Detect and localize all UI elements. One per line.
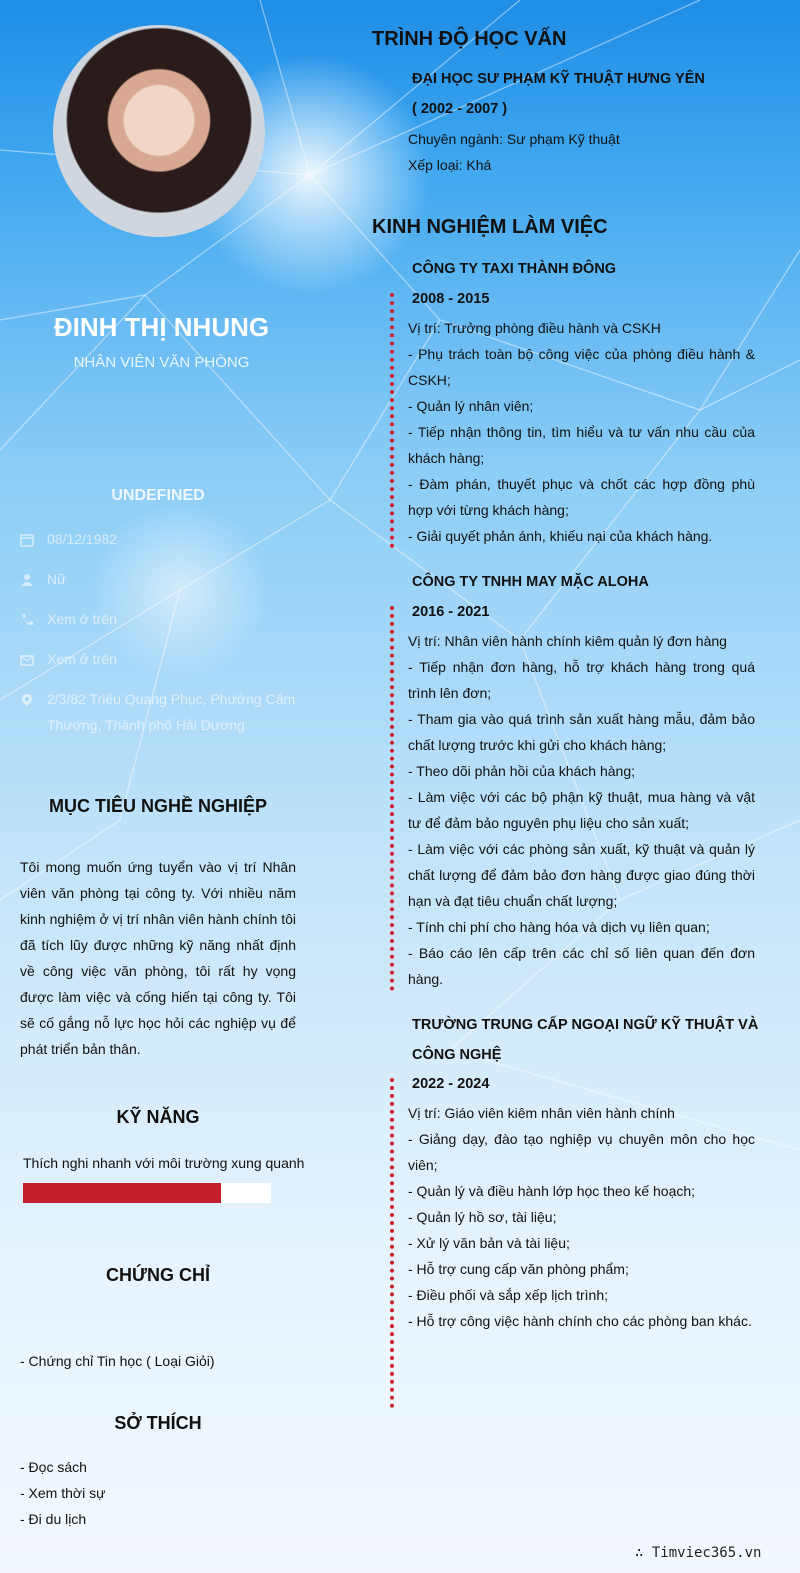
email-icon [20,653,34,667]
birthday-row [20,531,300,551]
avatar [53,25,265,237]
candidate-position: NHÂN VIÊN VĂN PHÒNG [73,354,250,371]
job-line: - Theo dõi phản hồi của khách hàng; [408,763,636,779]
job-line: - Quản lý và điều hành lớp học theo kế hoạch; [408,1183,696,1199]
job-years: 2016 - 2021 [412,604,490,620]
skills-title: KỸ NĂNG [116,1107,200,1127]
phone-row [20,611,300,631]
phone-icon [20,613,34,627]
timeline-dots [390,293,400,548]
skill-label: Thích nghi nhanh với môi trường xung quanh [23,1155,305,1171]
job-line: Vị trí: Nhân viên hành chính kiêm quản lý đơn hàng [408,633,727,649]
watermark: ∴ Timviec365.vn [635,1545,762,1561]
objective-title: MỤC TIÊU NGHỀ NGHIỆP [48,796,267,816]
timeline-dots [390,606,400,991]
job-line: - Tiếp nhận đơn hàng, hỗ trợ khách hàng trong quá trình lên đơn; [408,659,755,701]
job-line: - Quản lý hồ sơ, tài liệu; [408,1209,557,1225]
hobby-item: - Xem thời sự [20,1485,106,1501]
job-description [408,628,755,992]
certificates-title: CHỨNG CHỈ [106,1265,210,1285]
hobby-item: - Đọc sách [20,1459,87,1475]
person-icon [20,573,34,587]
job-line: - Tính chi phí cho hàng hóa và dịch vụ liên quan; [408,919,710,935]
job-line: - Giảng dạy, đào tạo nghiệp vụ chuyên môn cho học viên; [408,1131,755,1173]
job-line: - Quản lý nhân viên; [408,398,534,414]
job-years: 2008 - 2015 [412,291,490,307]
skill-bar-fill [23,1183,221,1203]
job-line: - Tham gia vào quá trình sản xuất hàng mẫu, đảm bảo chất lượng trước khi gửi cho khách hàng; [408,711,755,753]
job-line: - Giải quyết phản ánh, khiếu nại của khách hàng. [408,528,713,544]
gender-value: Nữ [47,571,67,587]
education-rank: Xếp loại: Khá [408,157,492,173]
job-company: CÔNG TY TNHH MAY MẶC ALOHA [412,574,649,590]
job-line: - Đàm phán, thuyết phục và chốt các hợp đồng phù hợp với từng khách hàng; [408,476,755,518]
objective-text: Tôi mong muốn ứng tuyển vào vị trí Nhân viên văn phòng tại công ty. Với nhiều năm kinh nghiệm ở vị trí nhân viên hành chính tôi đã tích lũy được những kỹ năng nhất định về công việc văn phòng, tôi rất hy vọng được làm việc và cống hiến tại công ty. Tôi sẽ cố gắng nỗ lực học hỏi các nghiệp vụ để phát triển bản thân. [20,859,296,1057]
job-line: Vị trí: Trưởng phòng điều hành và CSKH [408,320,661,336]
email-value: Xem ở trên [47,651,117,667]
job-company: CÔNG TY TAXI THÀNH ĐÔNG [412,261,617,277]
job-line: - Điều phối và sắp xếp lịch trình; [408,1287,608,1303]
address-row [20,691,300,743]
job-line: - Báo cáo lên cấp trên các chỉ số liên quan đến đơn hàng. [408,945,755,987]
email-row [20,651,300,671]
calendar-icon [20,533,34,547]
undefined-label: UNDEFINED [111,487,205,504]
job-line: Vị trí: Giáo viên kiêm nhân viên hành chính [408,1105,675,1121]
job-line: - Tiếp nhận thông tin, tìm hiểu và tư vấn nhu cầu của khách hàng; [408,424,755,466]
address-value: 2/3/82 Triệu Quang Phục, Phường Cẩm Thượng, Thành phố Hải Dương [47,691,296,733]
job-line: - Hỗ trợ công việc hành chính cho các phòng ban khác. [408,1313,752,1329]
education-years: ( 2002 - 2007 ) [412,101,508,117]
job-line: - Xử lý văn bản và tài liệu; [408,1235,570,1251]
certificate-item: - Chứng chỉ Tin học ( Loại Giỏi) [20,1353,215,1369]
candidate-name: ĐINH THỊ NHUNG [53,312,270,342]
job-description [408,1100,755,1334]
timeline-dots [390,1078,400,1408]
job-line: - Làm việc với các phòng sản xuất, kỹ thuật và quản lý chất lượng để đảm bảo đơn hàng được giao đúng thời hạn và đạt tiêu chuẩn chất lượng; [408,841,755,909]
education-school: ĐẠI HỌC SƯ PHẠM KỸ THUẬT HƯNG YÊN [412,71,705,87]
gender-row [20,571,300,591]
hobbies-title: SỞ THÍCH [114,1413,202,1433]
job-years: 2022 - 2024 [412,1076,490,1092]
birthday-value: 08/12/1982 [47,531,118,547]
education-title: TRÌNH ĐỘ HỌC VẤN [372,28,567,50]
phone-value: Xem ở trên [47,611,117,627]
experience-title: KINH NGHIỆM LÀM VIỆC [372,216,608,238]
location-icon [20,693,34,707]
education-major: Chuyên ngành: Sư phạm Kỹ thuật [408,131,620,147]
job-line: - Phụ trách toàn bộ công việc của phòng điều hành & CSKH; [408,346,755,388]
job-company: TRƯỜNG TRUNG CẤP NGOẠI NGỮ KỸ THUẬT VÀ CÔNG NGHỆ [412,1017,759,1063]
hobby-item: - Đi du lịch [20,1511,87,1527]
job-line: - Làm việc với các bộ phận kỹ thuật, mua hàng và vật tư để đảm bảo nguyên phụ liệu cho sản xuất; [408,789,755,831]
job-description [408,315,755,549]
job-line: - Hỗ trợ cung cấp văn phòng phẩm; [408,1261,629,1277]
